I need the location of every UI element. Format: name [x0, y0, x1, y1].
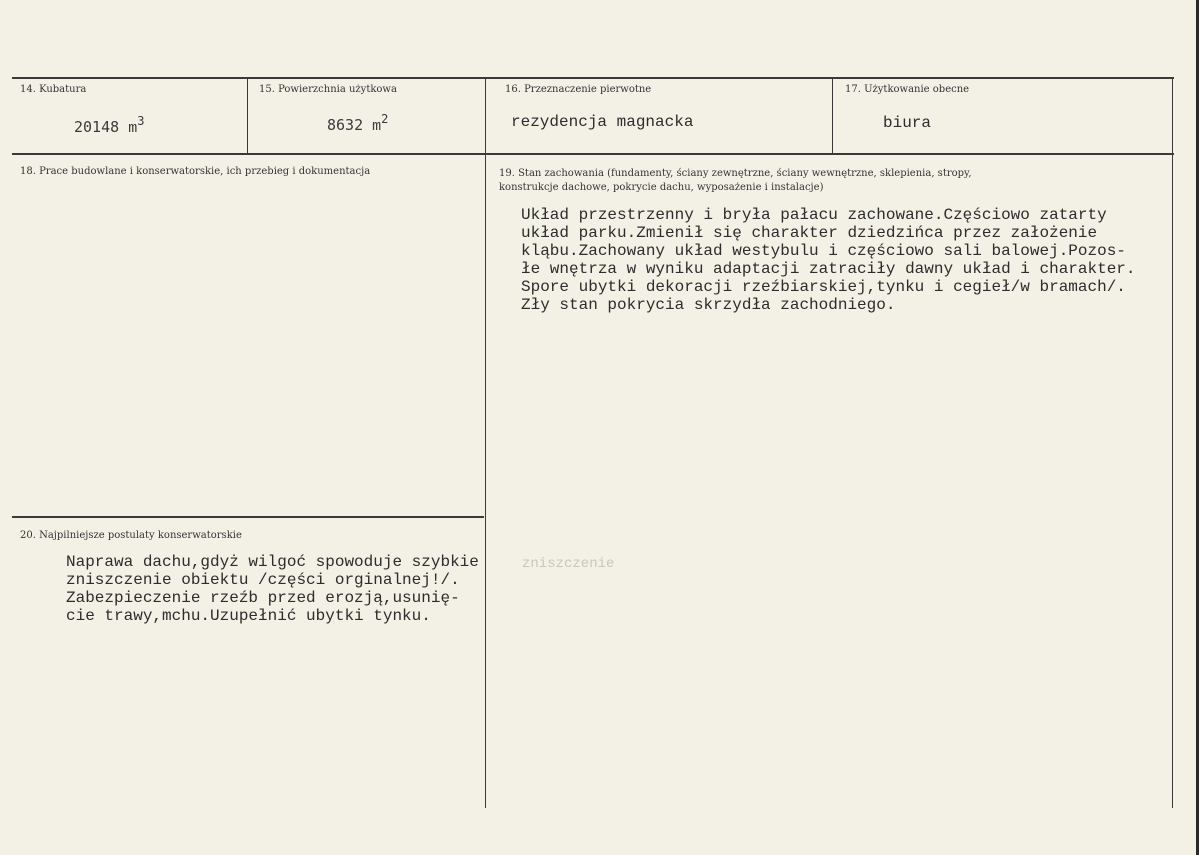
divider-14-15 [247, 78, 248, 154]
field-16-value: rezydencja magnacka [511, 113, 694, 131]
field-14-unit: m [128, 120, 138, 137]
field-20-line: zniszczenie obiektu /części orginalnej!/. [66, 571, 460, 589]
field-14-exponent: 3 [137, 114, 145, 128]
field-15-number: 8632 [327, 116, 364, 134]
field-19-line: Zły stan pokrycia skrzydła zachodniego. [521, 296, 896, 314]
field-17-label: 17. Użytkowanie obecne [845, 84, 970, 95]
field-20-line: Zabezpieczenie rzeźb przed erozją,usunię- [66, 589, 460, 607]
row1-rule [12, 153, 1174, 155]
field-19-line: kląbu.Zachowany układ westybulu i częściowo sali balowej.Pozos- [521, 242, 1126, 260]
field-19-label-line1: 19. Stan zachowania (fundamenty, ściany zewnętrzne, ściany wewnętrzne, sklepienia, stropy, [499, 168, 972, 179]
field-19-label-line2: konstrukcje dachowe, pokrycie dachu, wyposażenie i instalacje) [499, 182, 824, 193]
field-15-label: 15. Powierzchnia użytkowa [259, 84, 397, 95]
top-rule [12, 77, 1174, 79]
field-19-line: Układ przestrzenny i bryła pałacu zachowane.Częściowo zatarty [521, 206, 1107, 224]
field-14-label: 14. Kubatura [20, 84, 87, 95]
field-16-label: 16. Przeznaczenie pierwotne [505, 84, 652, 95]
row2-rule-left [12, 516, 484, 518]
field-14-value [74, 114, 145, 137]
divider-15-16 [485, 78, 486, 808]
field-19-line: układ parku.Zmienił się charakter dziedzińca przez założenie [521, 224, 1098, 242]
field-19-line: łe wnętrza w wyniku adaptacji zatraciły dawny układ i charakter. [521, 260, 1136, 278]
divider-16-17 [832, 78, 833, 154]
field-20-label: 20. Najpilniejsze postulaty konserwatorskie [20, 530, 242, 541]
field-19-line: Spore ubytki dekoracji rzeźbiarskiej,tynku i cegieł/w bramach/. [521, 278, 1126, 296]
field-15-value [327, 112, 389, 135]
field-18-label: 18. Prace budowlane i konserwatorskie, ich przebieg i dokumentacja [20, 166, 371, 177]
divider-right [1172, 78, 1173, 808]
field-15-exponent: 2 [381, 112, 389, 126]
field-17-value: biura [883, 114, 932, 132]
field-20-line: Naprawa dachu,gdyż wilgoć spowoduje szybkie [66, 553, 479, 571]
field-14-number: 20148 [74, 118, 120, 136]
field-20-line: cie trawy,mchu.Uzupełnić ubytki tynku. [66, 607, 431, 625]
field-20-faint-overflow: zniszczenie [522, 556, 615, 572]
field-15-unit: m [372, 118, 382, 135]
